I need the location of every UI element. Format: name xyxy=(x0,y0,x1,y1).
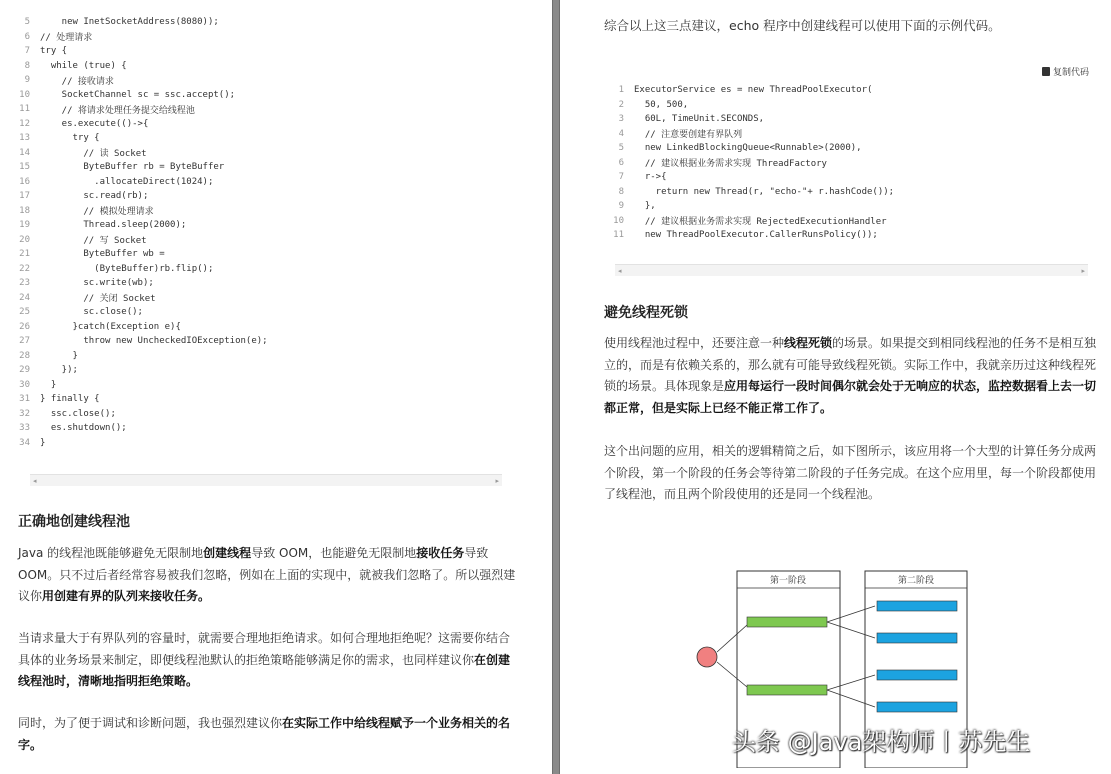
para-create-pool-3 xyxy=(18,713,518,756)
bold-emphasis: 在创建线程池时，清晰地指明拒绝策略。 xyxy=(18,652,511,688)
code-text: // 注意要创建有界队列 xyxy=(634,130,743,141)
line-number: 12 xyxy=(19,118,30,129)
code-text: // 将请求处理任务提交给线程池 xyxy=(40,105,195,116)
line-number: 20 xyxy=(19,234,30,245)
line-number: 10 xyxy=(613,215,624,226)
left-code-scrollbar[interactable] xyxy=(30,474,502,486)
section-heading-create-pool: 正确地创建线程池 xyxy=(18,514,130,530)
code-text: 60L, TimeUnit.SECONDS, xyxy=(634,114,765,125)
left-code-line xyxy=(18,59,268,74)
right-code-line xyxy=(612,98,894,113)
copy-code-button[interactable] xyxy=(1042,65,1089,78)
left-code-line xyxy=(18,305,268,320)
line-number: 23 xyxy=(19,278,30,289)
left-code-line xyxy=(18,363,268,378)
right-code-scrollbar[interactable] xyxy=(615,264,1088,276)
right-code-line xyxy=(612,185,894,200)
para-deadlock-1 xyxy=(604,333,1104,419)
line-number: 9 xyxy=(24,75,30,86)
text-run: Java 的线程池既能够避免无限制地 xyxy=(18,546,204,560)
text-run: 导致 OOM，也能避免无限制地 xyxy=(251,546,417,560)
left-code-line xyxy=(18,218,268,233)
code-text: } xyxy=(40,437,46,448)
left-code-line xyxy=(18,334,268,349)
para-create-pool-1 xyxy=(18,543,518,608)
left-code-line xyxy=(18,276,268,291)
code-text: // 模拟处理请求 xyxy=(40,207,154,218)
code-text: }catch(Exception e){ xyxy=(40,321,181,332)
line-number: 2 xyxy=(618,99,624,110)
code-text: // 关闭 Socket xyxy=(40,294,156,305)
left-code-line xyxy=(18,160,268,175)
para-intro: 综合以上这三点建议，echo 程序中创建线程可以使用下面的示例代码。 xyxy=(604,18,1001,33)
left-code-line xyxy=(18,131,268,146)
line-number: 19 xyxy=(19,220,30,231)
right-code-line xyxy=(612,170,894,185)
code-text: .allocateDirect(1024); xyxy=(40,176,214,187)
stage2-task-b xyxy=(877,633,957,643)
right-code-line xyxy=(612,127,894,142)
scroll-right-arrow-2[interactable]: ▸ xyxy=(1081,266,1085,275)
line-number: 34 xyxy=(19,437,30,448)
line-number: 25 xyxy=(19,307,30,318)
line-number: 21 xyxy=(19,249,30,260)
stage2-task-a xyxy=(877,601,957,611)
para-create-pool-2 xyxy=(18,628,518,693)
code-text: try { xyxy=(40,133,100,144)
code-text: sc.close(); xyxy=(40,307,143,318)
line-number: 16 xyxy=(19,176,30,187)
stage1-task-b xyxy=(747,685,827,695)
left-code-line xyxy=(18,175,268,190)
code-block-left xyxy=(18,15,268,450)
line-number: 11 xyxy=(613,230,624,241)
left-code-line xyxy=(18,392,268,407)
code-text: return new Thread(r, "echo-"+ r.hashCode()); xyxy=(634,186,895,197)
stage2-label: 第二阶段 xyxy=(897,576,935,586)
code-text: // 读 Socket xyxy=(40,149,147,160)
right-code-line xyxy=(612,83,894,98)
bold-emphasis: 在实际工作中给线程赋予一个业务相关的名字。 xyxy=(18,716,511,752)
line-number: 10 xyxy=(19,89,30,100)
text-run: 使用线程池过程中，还要注意一种 xyxy=(604,336,785,350)
left-code-line xyxy=(18,44,268,59)
code-text: // 建议根据业务需求实现 RejectedExecutionHandler xyxy=(634,217,887,228)
line-number: 17 xyxy=(19,191,30,202)
code-text: ssc.close(); xyxy=(40,408,116,419)
right-code-line xyxy=(612,199,894,214)
code-text: es.execute(()->{ xyxy=(40,118,149,129)
line-number: 6 xyxy=(618,157,624,168)
code-text: new ThreadPoolExecutor.CallerRunsPolicy()); xyxy=(634,230,878,241)
left-code-line xyxy=(18,146,268,161)
code-text: r->{ xyxy=(634,172,667,183)
line-number: 8 xyxy=(618,186,624,197)
left-code-line xyxy=(18,436,268,451)
line-number: 31 xyxy=(19,394,30,405)
left-code-line xyxy=(18,204,268,219)
line-number: 4 xyxy=(618,128,624,139)
right-code-line xyxy=(612,228,894,243)
right-code-line xyxy=(612,156,894,171)
bold-emphasis: 应用每运行一段时间偶尔就会处于无响应的状态，监控数据看上去一切都正常，但是实际上已经不能正常工作了。 xyxy=(604,379,1097,415)
right-code-line xyxy=(612,141,894,156)
line-number: 18 xyxy=(19,205,30,216)
code-text: } xyxy=(40,350,78,361)
scroll-left-arrow-2[interactable]: ◂ xyxy=(618,266,622,275)
line-number: 5 xyxy=(618,143,624,154)
left-code-line xyxy=(18,291,268,306)
line-number: 22 xyxy=(19,263,30,274)
code-text: (ByteBuffer)rb.flip(); xyxy=(40,263,214,274)
text-run: 导致 OOM。只不过后者经常容易被我们忽略，例如在上面的实现中，就被我们忽略了。所以强烈建议你 xyxy=(18,546,516,603)
code-text: new InetSocketAddress(8080)); xyxy=(40,17,219,28)
code-text: }, xyxy=(634,201,656,212)
left-code-line xyxy=(18,73,268,88)
code-text: ByteBuffer rb = ByteBuffer xyxy=(40,162,225,173)
left-code-line xyxy=(18,262,268,277)
code-text: try { xyxy=(40,46,68,57)
copy-code-label: 复制代码 xyxy=(1053,68,1090,78)
code-text: } finally { xyxy=(40,394,100,405)
line-number: 1 xyxy=(618,85,624,96)
code-text: // 写 Socket xyxy=(40,236,147,247)
line-number: 24 xyxy=(19,292,30,303)
code-text: ExecutorService es = new ThreadPoolExecutor( xyxy=(634,85,873,96)
left-code-line xyxy=(18,189,268,204)
code-text: } xyxy=(40,379,57,390)
line-number: 15 xyxy=(19,162,30,173)
left-code-line xyxy=(18,378,268,393)
line-number: 30 xyxy=(19,379,30,390)
left-code-line xyxy=(18,407,268,422)
line-number: 3 xyxy=(618,114,624,125)
text-run: 的场景。如果提交到相同线程池的任务不是相互独立的，而是有依赖关系的，那么就有可能导致线程死锁。实际工作中，我就亲历过这种线程死锁的场景。具体现象是 xyxy=(604,336,1097,393)
line-number: 13 xyxy=(19,133,30,144)
code-text: sc.write(wb); xyxy=(40,278,154,289)
left-code-line xyxy=(18,233,268,248)
line-number: 11 xyxy=(19,104,30,115)
left-code-line xyxy=(18,349,268,364)
right-code-line xyxy=(612,214,894,229)
left-code-line xyxy=(18,421,268,436)
line-number: 9 xyxy=(618,201,624,212)
left-code-line xyxy=(18,320,268,335)
line-number: 29 xyxy=(19,365,30,376)
scroll-right-arrow[interactable]: ▸ xyxy=(495,476,499,485)
line-number: 7 xyxy=(24,46,30,57)
bold-emphasis: 线程死锁 xyxy=(784,336,833,350)
stage2-task-d xyxy=(877,702,957,712)
bold-emphasis: 接收任务 xyxy=(416,546,465,560)
code-text: es.shutdown(); xyxy=(40,423,127,434)
line-number: 26 xyxy=(19,321,30,332)
code-text: 50, 500, xyxy=(634,99,689,110)
code-text: }); xyxy=(40,365,78,376)
line-number: 27 xyxy=(19,336,30,347)
line-number: 14 xyxy=(19,147,30,158)
stage2-task-c xyxy=(877,670,957,680)
line-number: 28 xyxy=(19,350,30,361)
code-text: ByteBuffer wb = xyxy=(40,249,165,260)
left-code-line xyxy=(18,15,268,30)
left-code-line xyxy=(18,30,268,45)
page-gutter xyxy=(552,0,560,774)
line-number: 7 xyxy=(618,172,624,183)
stage1-task-a xyxy=(747,617,827,627)
left-code-line xyxy=(18,102,268,117)
code-text: // 建议根据业务需求实现 ThreadFactory xyxy=(634,159,827,170)
line-number: 8 xyxy=(24,60,30,71)
code-text: new LinkedBlockingQueue<Runnable>(2000), xyxy=(634,143,862,154)
section-heading-deadlock: 避免线程死锁 xyxy=(604,305,688,321)
para-deadlock-2: 这个出问题的应用，相关的逻辑精简之后，如下图所示，该应用将一个大型的计算任务分成两个阶段，第一个阶段的任务会等待第二阶段的子任务完成。在这个应用里，每一个阶段都使用了线程池，而且两个阶段使用的还是同一个线程池。 xyxy=(604,444,1097,501)
left-code-line xyxy=(18,117,268,132)
text-run: 同时，为了便于调试和诊断问题，我也强烈建议你 xyxy=(18,716,283,730)
code-text: SocketChannel sc = ssc.accept(); xyxy=(40,89,236,100)
code-text: while (true) { xyxy=(40,60,127,71)
code-text: Thread.sleep(2000); xyxy=(40,220,187,231)
code-text: // 接收请求 xyxy=(40,76,114,87)
copy-icon xyxy=(1042,67,1050,76)
right-code-line xyxy=(612,112,894,127)
stage1-label: 第一阶段 xyxy=(769,576,807,586)
scroll-left-arrow[interactable]: ◂ xyxy=(33,476,37,485)
code-block-right xyxy=(612,83,894,243)
line-number: 33 xyxy=(19,423,30,434)
code-text: throw new UncheckedIOException(e); xyxy=(40,336,268,347)
line-number: 5 xyxy=(24,17,30,28)
code-text: // 处理请求 xyxy=(40,33,93,44)
left-code-line xyxy=(18,88,268,103)
line-number: 6 xyxy=(24,31,30,42)
text-run: 当请求量大于有界队列的容量时，就需要合理地拒绝请求。如何合理地拒绝呢？这需要你结合具体的业务场景来制定，即便线程池默认的拒绝策略能够满足你的需求，也同样建议你 xyxy=(18,631,511,667)
code-text: sc.read(rb); xyxy=(40,191,149,202)
bold-emphasis: 用创建有界的队列来接收任务。 xyxy=(42,589,211,603)
bold-emphasis: 创建线程 xyxy=(203,546,252,560)
entry-node xyxy=(697,647,717,667)
line-number: 32 xyxy=(19,408,30,419)
left-code-line xyxy=(18,247,268,262)
watermark: 头条 @Java架构师丨苏先生 xyxy=(732,728,1031,756)
